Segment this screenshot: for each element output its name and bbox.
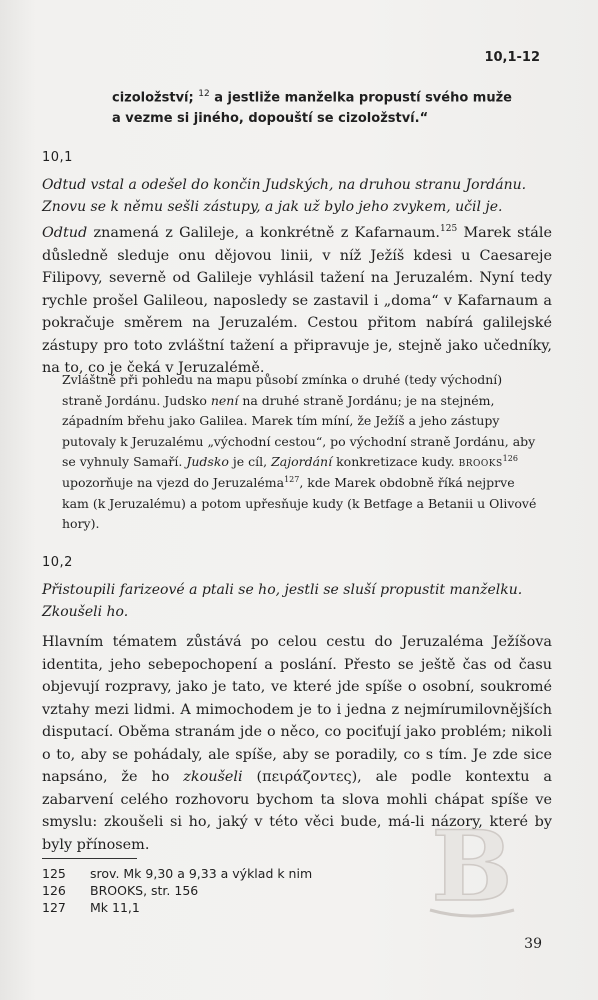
watermark-letter: B <box>431 818 513 920</box>
footnote: 125 srov. Mk 9,30 a 9,33 a výklad k nim <box>42 866 313 881</box>
footnote-ref: 126 <box>502 454 518 464</box>
commentary-paragraph: Hlavním tématem zůstává po celou cestu do Jeruzaléma Ježíšova identita, jeho sebepochopení a poslání. Přesto se ještě čas od času objevují rozpravy, jako je tato, ve které jde spíše o osobní, soukromé vztahy mezi lidmi. A mimochodem je to i jedna z nejmírumilovnějších disputací. Oběma stranám jde o něco, co pociťují jako problém; nikoli o to, aby se pohádaly, ale spíše, aby se poradily, co s tím. Je zde sice napsáno, že ho zkoušeli (πειράζοντες), ale podle kontextu a zabarvení celého rozhovoru bychom ta slova mohli chápat spíše ve smyslu: zkoušeli si ho, jaký v této věci bude, má-li názory, které by byly přínosem. <box>42 634 552 853</box>
footnote: 127 Mk 11,1 <box>42 900 140 915</box>
watermark-logo <box>422 818 522 920</box>
verse-text: Odtud vstal a odešel do končin Judských, na druhou stranu Jordánu. Znovu se k němu sešli zástupy, a jak už bylo jeho zvykem, učil je. <box>42 177 527 215</box>
footnotes <box>42 865 442 916</box>
page-number: 39 <box>524 936 542 952</box>
running-head: 10,1-12 <box>484 50 540 65</box>
quoted-verse: cizoložství; $^{12}$ a jestliže manželka propustí svého muže a vezme si jiného, dopouští se cizoložství.“ <box>112 89 512 127</box>
footnote: 126 BROOKS, str. 156 <box>42 883 199 898</box>
author-name: brooks <box>458 454 503 470</box>
footnote-ref: 125 <box>440 224 458 235</box>
verse-text: Přistoupili farizeové a ptali se ho, jestli se sluší propustit manželku. Zkoušeli ho. <box>42 582 523 620</box>
footnote-ref: 127 <box>284 474 300 484</box>
verse-superscript: 12 <box>198 89 210 99</box>
section-number: 10,1 <box>42 150 73 165</box>
section-number: 10,2 <box>42 555 73 570</box>
commentary-paragraph: Odtud znamená z Galileje, a konkrétně z Kafarnaum.$^{125}$ Marek stále důsledně sleduje onu dějovou linii, v níž Ježíš kdesi u Caesareje Filipovy, severně od Galileje vyhlásil tažení na Jeruzalém. Nyní tedy rychle prošel Galileou, naposledy se zastavil i „doma“ v Kafarnaum a pokračuje směrem na Jeruzalém. Cestou přitom nabírá galilejské zástupy pro toto zvláštní tažení a připravuje je, stejně jako učedníky, na to, co je čeká v Jeruzalémě. <box>42 224 552 376</box>
excursus-note: Zvláštně při pohledu na mapu působí zmínka o druhé (tedy východní) straně Jordánu. Judsko není na druhé straně Jordánu; je na stejném, západním břehu jako Galilea. Marek tím míní, že Ježíš a jeho zástupy putovaly k Jeruzalému „východní cestou“, po východní straně Jordánu, aby se vyhnuly Samaří. Judsko je cíl, Zajordání konkretizace kudy. brooks$^{126}$ upozorňuje na vjezd do Jeruzaléma$^{127}$, kde Marek obdobně říká nejprve kam (k Jeruzalému) a potom upřesňuje kudy (k Betfage a Betanii u Olivové hory). <box>62 372 537 532</box>
footnote-divider <box>42 858 137 859</box>
